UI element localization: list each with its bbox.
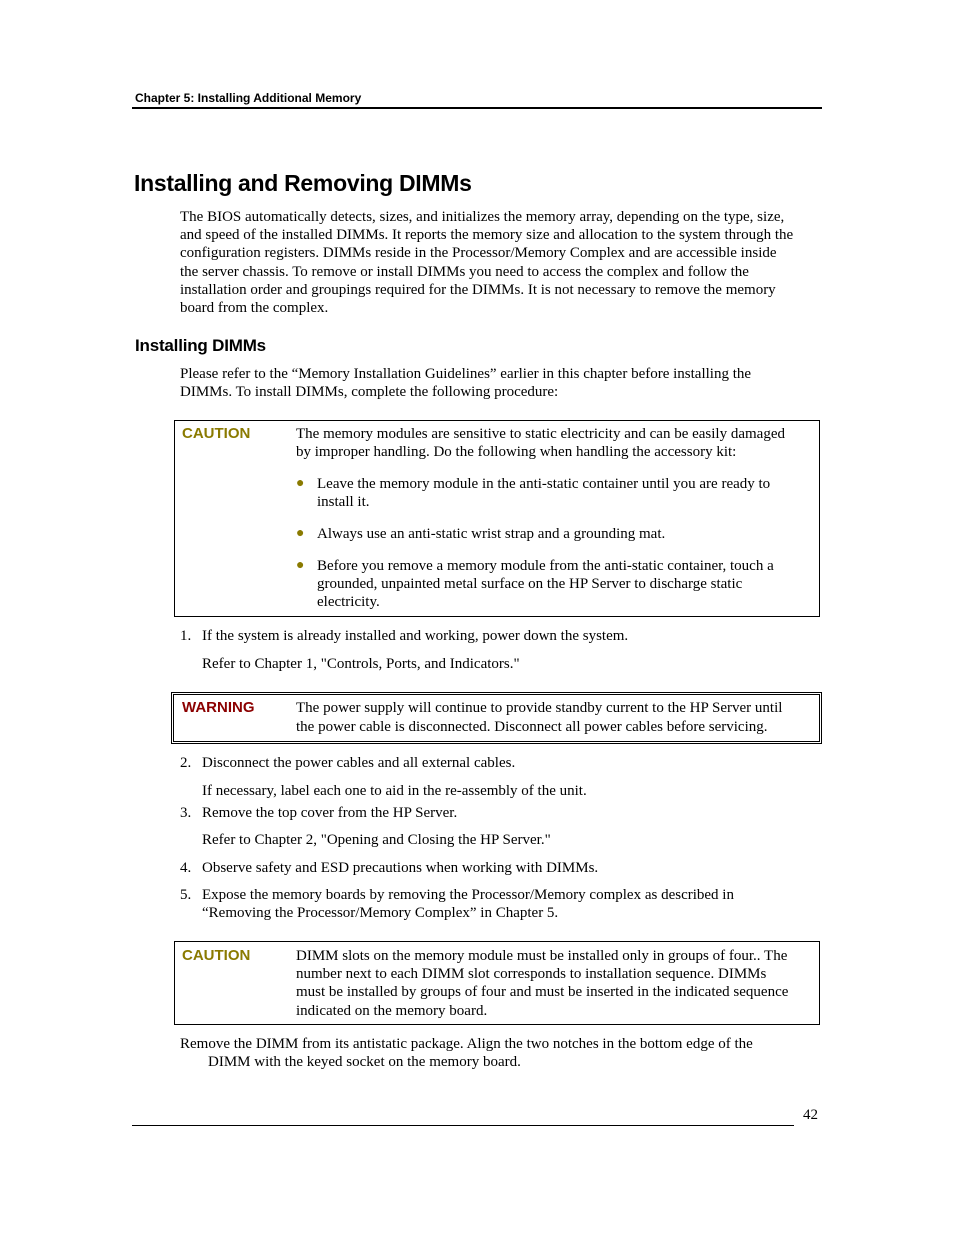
step-note: Refer to Chapter 1, "Controls, Ports, and Indicators." xyxy=(202,656,520,672)
refer-line: Please refer to the “Memory Installation Guidelines” earlier in this chapter before installing the xyxy=(180,366,752,382)
caution-line: DIMM slots on the memory module must be installed only in groups of four.. The xyxy=(296,948,788,964)
warning-text xyxy=(296,699,816,736)
bullet-icon: ● xyxy=(296,558,305,573)
refer-line: DIMMs. To install DIMMs, complete the following procedure: xyxy=(180,384,559,401)
section-subtitle: Installing DIMMs xyxy=(135,336,266,355)
page-number: 42 xyxy=(803,1107,818,1123)
refer-paragraph xyxy=(180,365,820,401)
step-line: “Removing the Processor/Memory Complex” in Chapter 5. xyxy=(202,905,559,922)
bullet-line: Leave the memory module in the anti-static container until you are ready to xyxy=(317,476,771,492)
page-title: Installing and Removing DIMMs xyxy=(134,170,472,196)
caution-text xyxy=(296,425,816,461)
step-number: 4. xyxy=(180,860,192,876)
final-line: Remove the DIMM from its antistatic package. Align the two notches in the bottom edge of the xyxy=(180,1036,753,1052)
caution-label: CAUTION xyxy=(182,425,251,442)
bullet-line: Before you remove a memory module from the anti-static container, touch a xyxy=(317,558,774,574)
step-text: Remove the top cover from the HP Server. xyxy=(202,805,458,821)
bullet-item xyxy=(317,557,817,612)
intro-paragraph xyxy=(180,208,825,317)
final-line: DIMM with the keyed socket on the memory board. xyxy=(208,1054,521,1070)
intro-line: board from the complex. xyxy=(180,300,329,317)
intro-line: installation order and groupings required for the DIMMs. It is not necessary to remove the memory xyxy=(180,281,776,298)
bullet-line: electricity. xyxy=(317,594,380,611)
step-number: 1. xyxy=(180,628,192,644)
warning-line: the power cable is disconnected. Disconnect all power cables before servicing. xyxy=(296,719,768,736)
step-text xyxy=(202,886,822,922)
header-rule xyxy=(132,107,822,109)
step-text: Observe safety and ESD precautions when working with DIMMs. xyxy=(202,860,599,876)
step-text: Disconnect the power cables and all external cables. xyxy=(202,755,516,771)
caution-line: indicated on the memory board. xyxy=(296,1002,488,1019)
warning-line: The power supply will continue to provide standby current to the HP Server until xyxy=(296,700,783,716)
step-number: 2. xyxy=(180,755,192,771)
caution-line: must be installed by groups of four and must be inserted in the indicated sequence xyxy=(296,984,789,1001)
step-line: Expose the memory boards by removing the Processor/Memory complex as described in xyxy=(202,887,734,903)
bullet-item xyxy=(317,475,817,511)
intro-line: the server chassis. To remove or install DIMMs you need to access the complex and follow the xyxy=(180,263,749,280)
step-number: 3. xyxy=(180,805,192,821)
caution-line: number next to each DIMM slot corresponds to installation sequence. DIMMs xyxy=(296,966,767,983)
caution-text xyxy=(296,947,816,1020)
footer-rule xyxy=(132,1125,794,1126)
bullet-icon: ● xyxy=(296,526,305,541)
intro-line: configuration registers. DIMMs reside in the Processor/Memory Complex and are accessible inside xyxy=(180,245,777,262)
step-number: 5. xyxy=(180,887,192,903)
bullet-line: Always use an anti-static wrist strap and a grounding mat. xyxy=(317,526,666,542)
intro-line: and speed of the installed DIMMs. It reports the memory size and allocation to the system through the xyxy=(180,227,794,244)
bullet-icon: ● xyxy=(296,476,305,491)
step-text: If the system is already installed and working, power down the system. xyxy=(202,628,629,644)
running-header: Chapter 5: Installing Additional Memory xyxy=(135,91,362,105)
bullet-line: grounded, unpainted metal surface on the HP Server to discharge static xyxy=(317,576,743,593)
caution-line: The memory modules are sensitive to static electricity and can be easily damaged xyxy=(296,426,785,442)
step-note: If necessary, label each one to aid in the re-assembly of the unit. xyxy=(202,783,587,799)
step-note: Refer to Chapter 2, "Opening and Closing the HP Server." xyxy=(202,832,551,848)
warning-label: WARNING xyxy=(182,699,255,716)
bullet-line: install it. xyxy=(317,494,370,511)
caution-line: by improper handling. Do the following when handling the accessory kit: xyxy=(296,444,737,461)
caution-label: CAUTION xyxy=(182,947,251,964)
intro-line: The BIOS automatically detects, sizes, and initializes the memory array, depending on the type, size, xyxy=(180,209,785,225)
bullet-item xyxy=(317,525,817,543)
